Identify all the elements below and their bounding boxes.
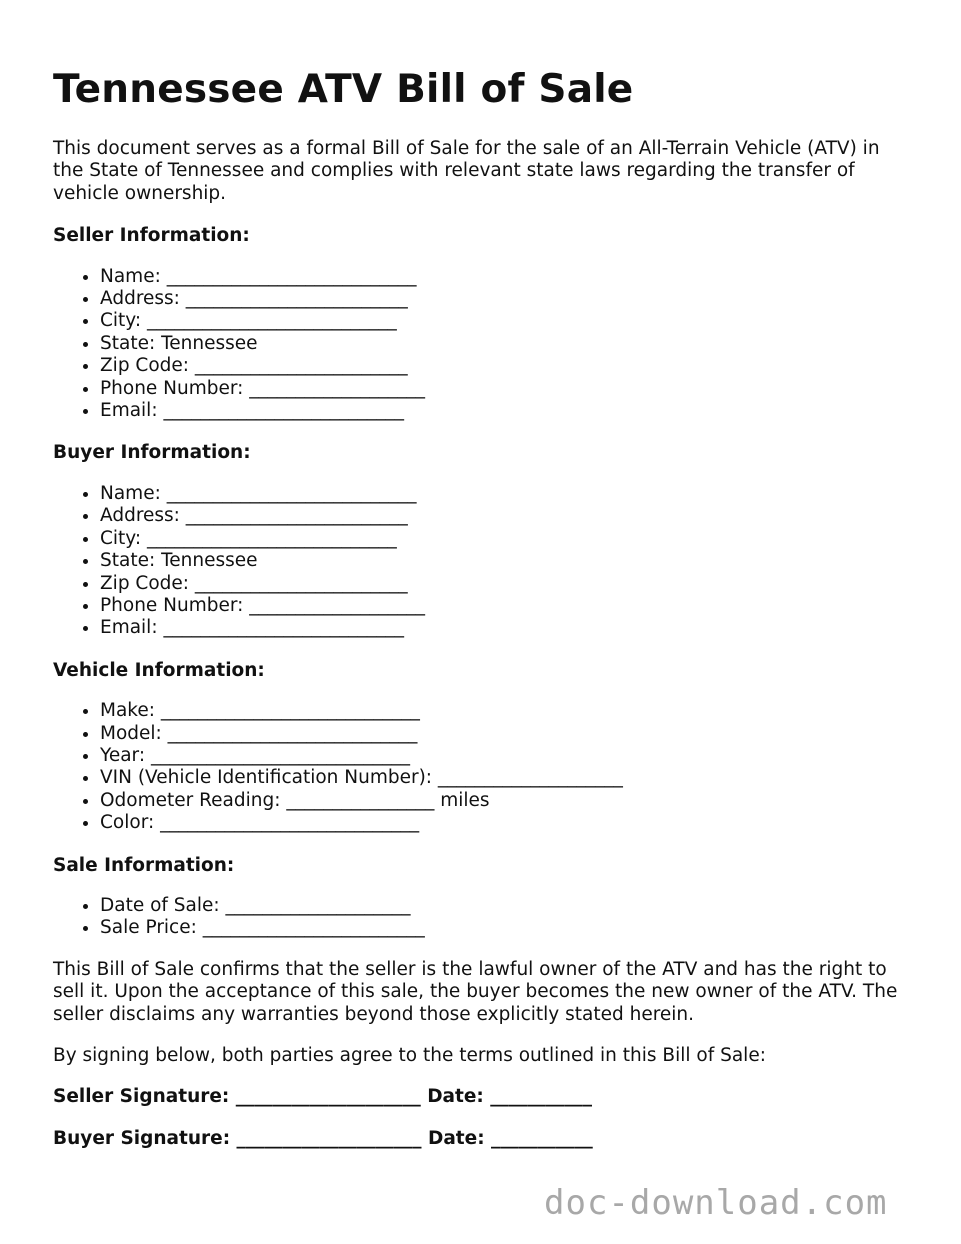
buyer-phone-field: • Phone Number: ___________________	[100, 595, 913, 617]
vehicle-make-field: • Make: ____________________________	[100, 700, 913, 722]
buyer-state-field: • State: Tennessee	[100, 550, 913, 572]
buyer-zip-field: • Zip Code: _______________________	[100, 573, 913, 595]
buyer-address-field: • Address: ________________________	[100, 505, 913, 527]
seller-name-field: • Name: ___________________________	[100, 266, 913, 288]
buyer-email-field: • Email: __________________________	[100, 617, 913, 639]
confirmation-paragraph: This Bill of Sale confirms that the seller is the lawful owner of the ATV and has the right to sell it. Upon the acceptance of this sale, the buyer becomes the new owner of the ATV. The seller disclaims any warranties beyond those explicitly stated herein.	[53, 958, 898, 1025]
bill-of-sale-document	[53, 66, 913, 1150]
seller-section	[53, 225, 913, 422]
seller-email-field: • Email: __________________________	[100, 400, 913, 422]
buyer-heading: Buyer Information:	[53, 442, 251, 464]
buyer-name-field: • Name: ___________________________	[100, 483, 913, 505]
sale-date-field: • Date of Sale: ____________________	[100, 895, 913, 917]
page-title: Tennessee ATV Bill of Sale	[53, 67, 634, 112]
vehicle-model-field: • Model: ___________________________	[100, 723, 913, 745]
seller-address-field: • Address: ________________________	[100, 288, 913, 310]
vehicle-odometer-field: • Odometer Reading: ________________ miles	[100, 790, 913, 812]
seller-city-field: • City: ___________________________	[100, 310, 913, 332]
vehicle-field-list	[53, 700, 913, 834]
buyer-field-list	[53, 483, 913, 640]
buyer-city-field: • City: ___________________________	[100, 528, 913, 550]
seller-signature-line: Seller Signature: ____________________ Date: ___________	[53, 1086, 593, 1108]
sale-field-list	[53, 895, 913, 940]
seller-field-list	[53, 266, 913, 423]
vehicle-year-field: • Year: ____________________________	[100, 745, 913, 767]
vehicle-heading: Vehicle Information:	[53, 659, 265, 681]
vehicle-section	[53, 660, 913, 835]
seller-heading: Seller Information:	[53, 225, 250, 247]
sale-heading: Sale Information:	[53, 854, 235, 876]
vehicle-color-field: • Color: ____________________________	[100, 812, 913, 834]
intro-paragraph: This document serves as a formal Bill of Sale for the sale of an All-Terrain Vehicle (ATV) in the State of Tennessee and complies with relevant state laws regarding the transfer of vehicle ownership.	[53, 138, 880, 204]
buyer-signature-line: Buyer Signature: ____________________ Date: ___________	[53, 1127, 593, 1149]
watermark: doc-download.com	[544, 1183, 888, 1223]
seller-zip-field: • Zip Code: _______________________	[100, 355, 913, 377]
agreement-paragraph: By signing below, both parties agree to the terms outlined in this Bill of Sale:	[53, 1045, 766, 1066]
vehicle-vin-field: • VIN (Vehicle Identification Number): ____________________	[100, 767, 913, 789]
sale-price-field: • Sale Price: ________________________	[100, 917, 913, 939]
buyer-section	[53, 442, 913, 639]
seller-phone-field: • Phone Number: ___________________	[100, 378, 913, 400]
sale-section	[53, 855, 913, 940]
seller-state-field: • State: Tennessee	[100, 333, 913, 355]
